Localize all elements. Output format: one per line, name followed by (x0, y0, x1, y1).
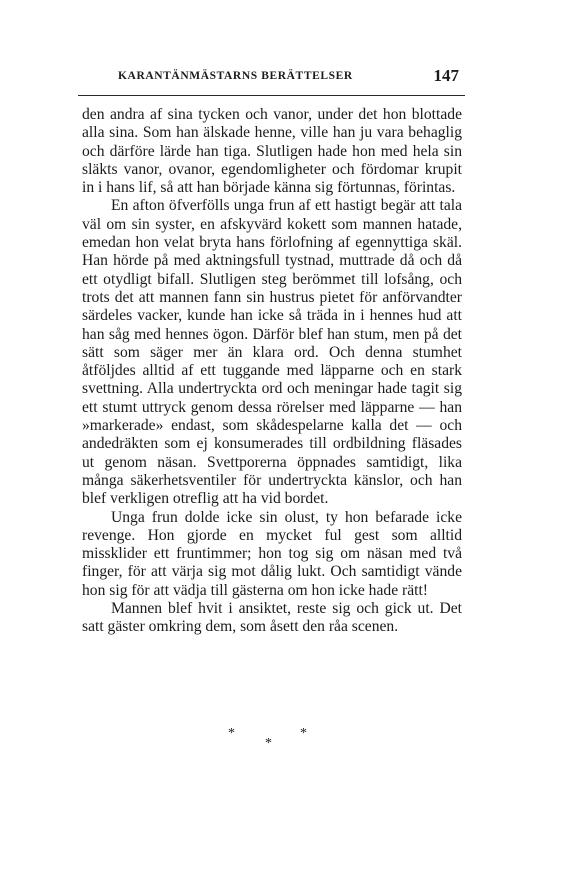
asterisk-left: * (228, 726, 235, 741)
paragraph-3: Unga frun dolde icke sin olust, ty hon befarade icke revenge. Hon gjorde en mycket ful gest som alltid missklider ett fruntimmer; hon tog sig om näsan med två finger, för att värja sig mot dålig lukt. Och samtidigt vände hon sig för att vädja till gästerna om hon icke hade rätt! (82, 508, 462, 599)
running-head (78, 66, 465, 88)
asterisk-right: * (300, 726, 307, 741)
header-rule (78, 95, 465, 96)
page-number: 147 (433, 66, 459, 85)
section-break-asterisks (228, 726, 318, 756)
running-title: KARANTÄNMÄSTARNS BERÄTTELSER (118, 70, 353, 82)
asterisk-middle: * (265, 736, 272, 751)
paragraph-1: den andra af sina tycken och vanor, under det hon blottade alla sina. Som han älskade henne, ville han ju vara behaglig och därföre lärde han tiga. Slutligen hade hon med hela sin släkts vanor, ovanor, egendomligheter och fördomar krupit in i hans lif, så att han började känna sig förtunnas, förintas. (82, 106, 462, 197)
body-text (82, 106, 462, 637)
paragraph-2: En afton öfverfölls unga frun af ett hastigt begär att tala väl om sin syster, en afskyvärd kokett som mannen hatade, emedan hon velat bryta hans förlofning af egennyttiga skäl. Han hörde på med aktningsfull tystnad, muttrade då och då ett otydligt bifall. Slutligen steg berömmet till lofsång, och trots det att mannen fann sin hustrus pietet för anförvandter särdeles vacker, kunde han icke så träda in i hennes hud att han såg med hennes ögon. Därför blef han stum, men på det sätt som säger mer än klara ord. Och denna stumhet åtföljdes alltid af ett tuggande med läpparne och en stark svettning. Alla undertryckta ord och meningar hade tagit sig ett stumt uttryck genom dessa rörelser med läpparne — han »markerade» endast, som skådespelarne kalla det — och andedräkten som ej konsumerades till ordbildning fläsades ut genom näsan. Svettporerna öppnades samtidigt, lika många säkerhetsventiler för undertryckta känslor, och han blef verkligen otreflig att ha vid bordet. (82, 197, 462, 508)
paragraph-4: Mannen blef hvit i ansiktet, reste sig och gick ut. Det satt gäster omkring dem, som åsett den råa scenen. (82, 600, 462, 636)
